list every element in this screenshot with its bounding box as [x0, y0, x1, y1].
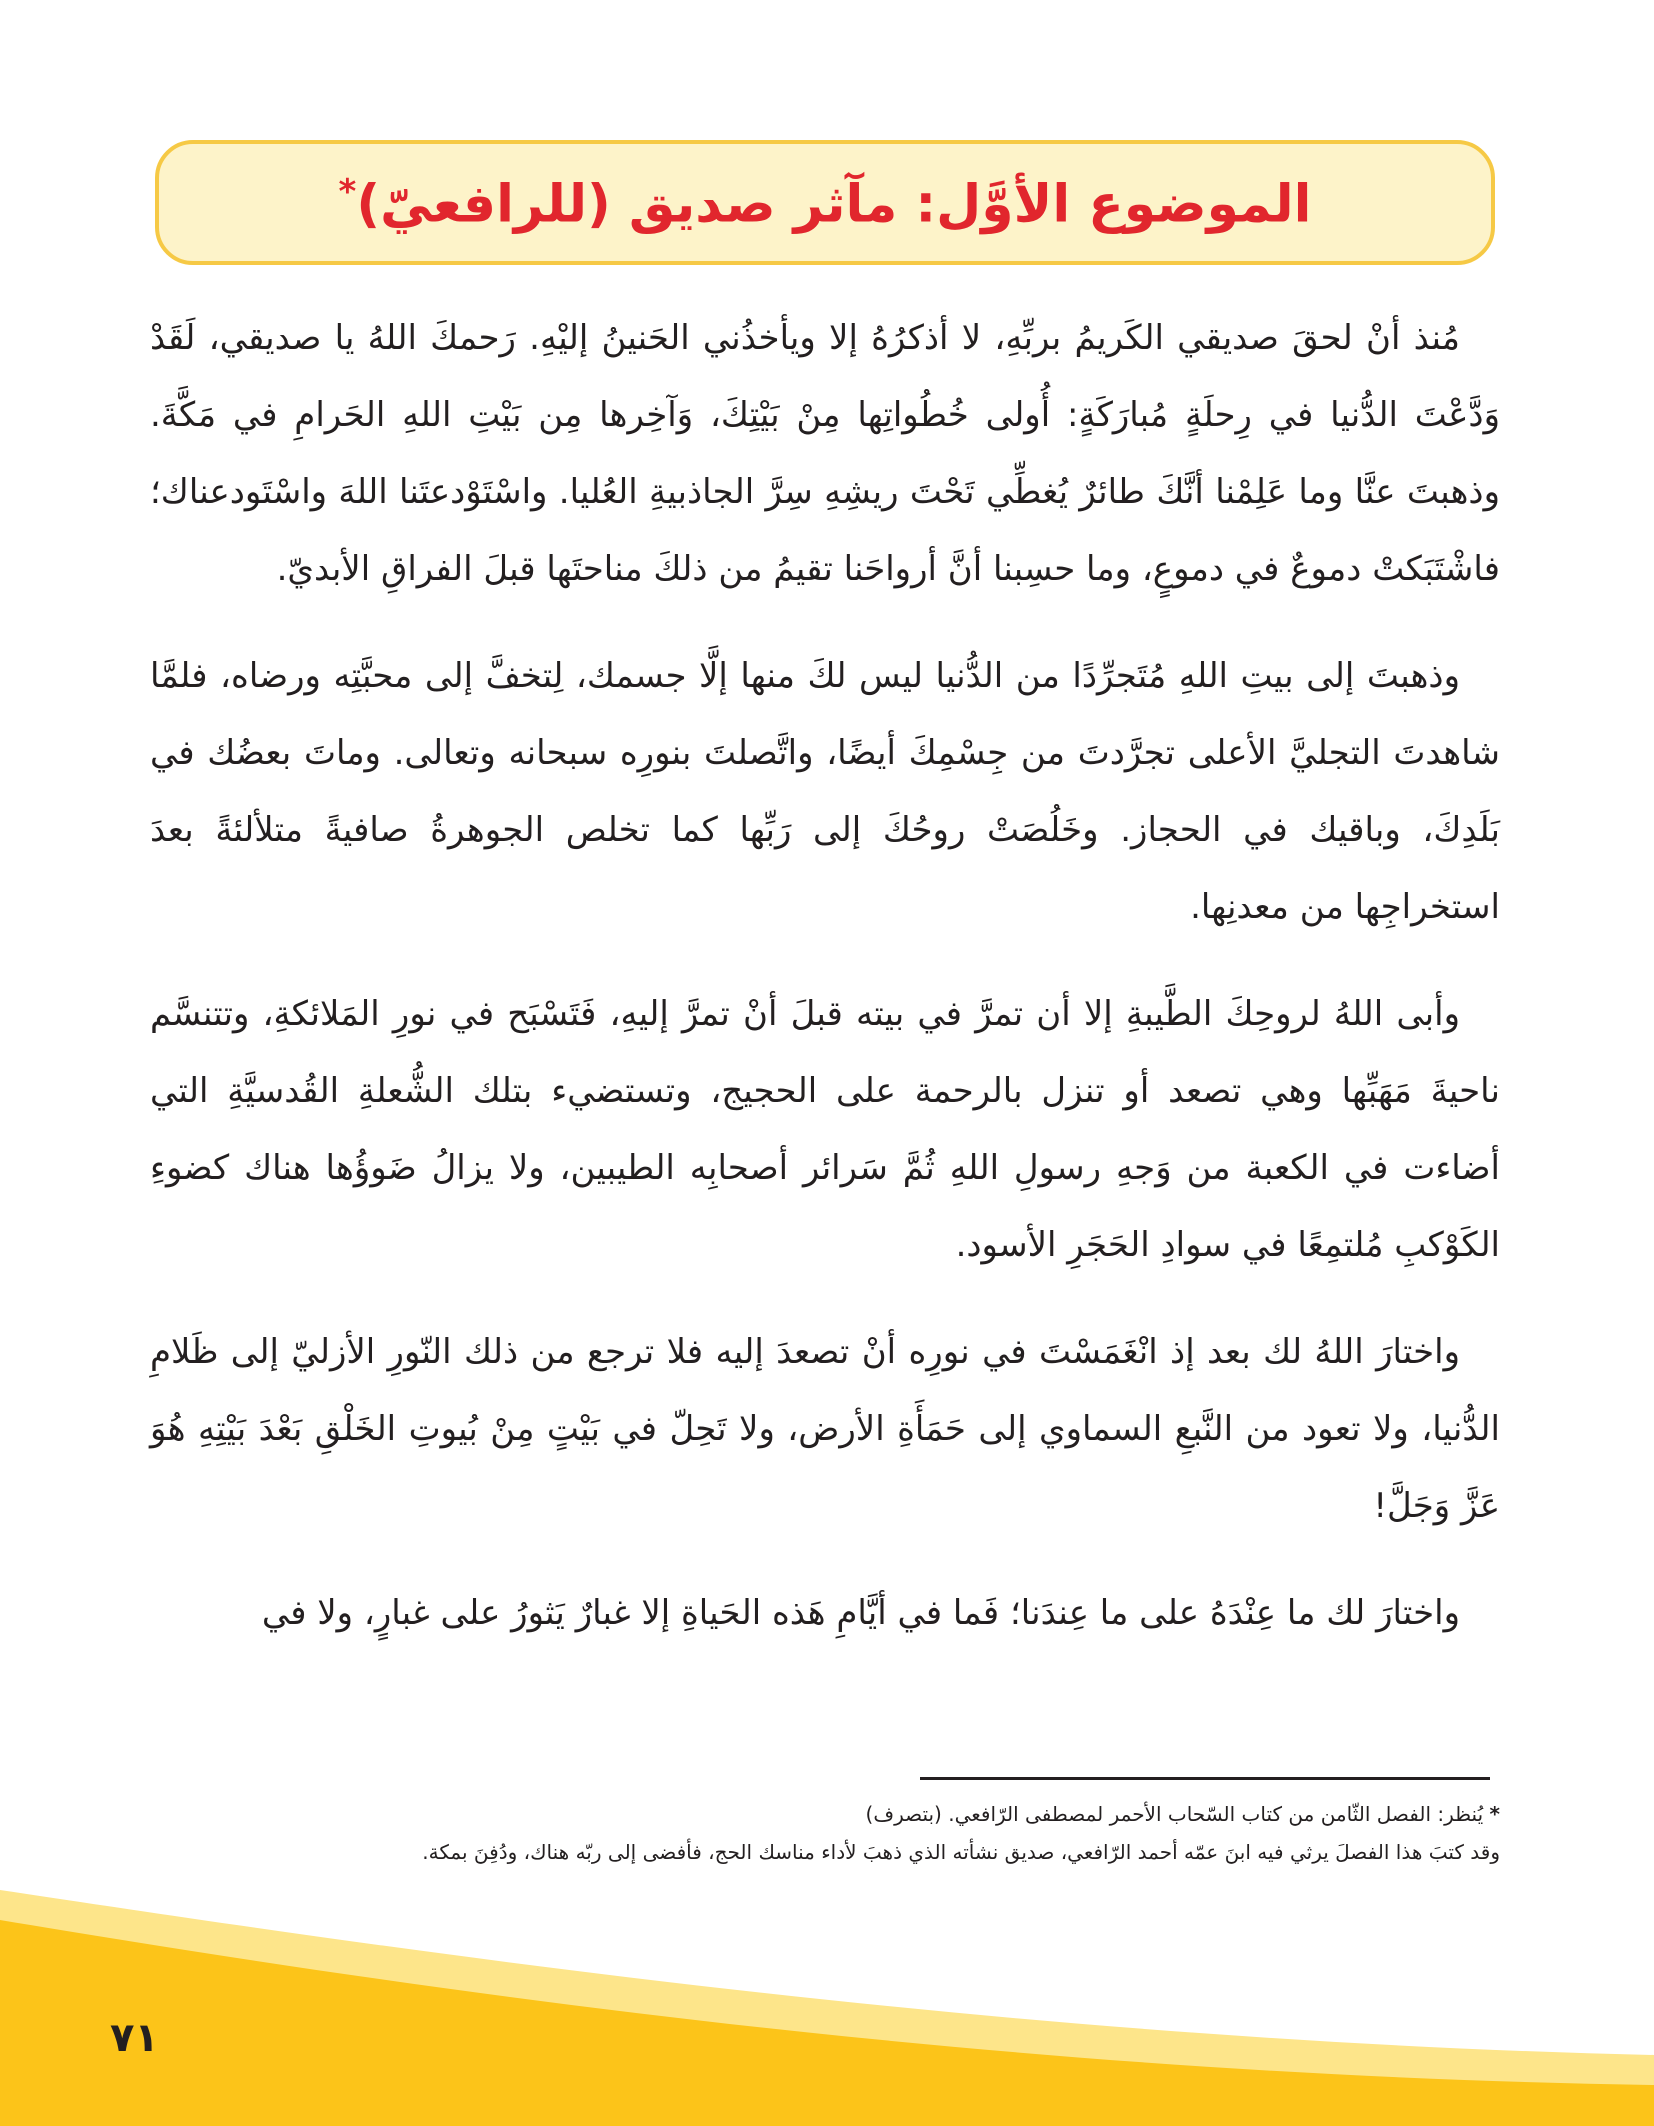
decorative-wave: [0, 1880, 1654, 2126]
page-title: [338, 171, 1312, 235]
title-banner: [155, 140, 1495, 265]
footnote-source: يُنظر: الفصل الثّامن من كتاب السّحاب الأحمر لمصطفى الرّافعي. (بتصرف): [865, 1802, 1484, 1826]
paragraph-4: واختارَ اللهُ لك بعد إذ انْغَمَسْتَ في نورِه أنْ تصعدَ إليه فلا ترجع من ذلك النّورِ الأزليّ إلى ظَلامِ الدُّنيا، ولا تعود من النَّبعِ السماوي إلى حَمَأَةِ الأرض، ولا تَحِلّ في بَيْتٍ مِنْ بُيوتِ الخَلْقِ بَعْدَ بَيْتِهِ هُوَ عَزَّ وَجَلَّ!: [150, 1332, 1500, 1526]
title-text: الموضوع الأوَّل: مآثر صديق (للرافعيّ): [356, 174, 1312, 235]
paragraph-2: وذهبتَ إلى بيتِ اللهِ مُتَجرِّدًا من الدُّنيا ليس لكَ منها إلَّا جسمك، لِتخفَّ إلى محبَّتِه ورضاه، فلمَّا شاهدتَ التجليَّ الأعلى تجرَّدتَ من جِسْمِكَ أيضًا، واتَّصلتَ بنورِه سبحانه وتعالى. وماتَ بعضُك في بَلَدِكَ، وباقيك في الحجاز. وخَلُصَتْ روحُكَ إلى رَبِّها كما تخلص الجوهرةُ صافيةً متلألئةً بعدَ استخراجِها من معدنِها.: [150, 656, 1500, 927]
title-footnote-mark: *: [338, 171, 357, 212]
footnotes: [150, 1795, 1500, 1871]
footnote-line-2: وقد كتبَ هذا الفصلَ يرثي فيه ابنَ عمّه أحمد الرّافعي، صديق نشأته الذي ذهبَ لأداء مناسك الحج، فأفضى إلى ربّه هناك، ودُفِنَ بمكة.: [422, 1840, 1500, 1864]
footnote-mark: *: [1489, 1802, 1500, 1826]
paragraph-5: واختارَ لك ما عِنْدَهُ على ما عِندَنا؛ فَما في أيَّامِ هَذه الحَياةِ إلا غبارٌ يَثورُ على غبارٍ، ولا في: [261, 1593, 1460, 1633]
paragraph-1: مُنذ أنْ لحقَ صديقي الكَريمُ بربِّهِ، لا أذكرُهُ إلا ويأخذُني الحَنينُ إليْهِ. رَحمكَ اللهُ يا صديقي، لَقَدْ وَدَّعْتَ الدُّنيا في رِحلَةٍ مُبارَكَةٍ: أُولى خُطُواتِها مِنْ بَيْتِكَ، وَآخِرها مِن بَيْتِ اللهِ الحَرامِ في مَكَّةَ. وذهبتَ عنَّا وما عَلِمْنا أنَّكَ طائرٌ يُغطِّي تَحْتَ ريشِهِ سِرَّ الجاذبيةِ العُليا. واسْتَوْدعتَنا اللهَ واسْتَودعناك؛ فاشْتَبَكتْ دموعٌ في دموعٍ، وما حسِبنا أنَّ أرواحَنا تقيمُ من ذلكَ مناحتَها قبلَ الفراقِ الأبديّ.: [150, 318, 1500, 589]
page-number: ٧١: [110, 2015, 159, 2061]
paragraph-3: وأبى اللهُ لروحِكَ الطَّيبةِ إلا أن تمرَّ في بيته قبلَ أنْ تمرَّ إليهِ، فَتَسْبَح في نورِ المَلائكةِ، وتتنسَّم ناحيةَ مَهَبِّها وهي تصعد أو تنزل بالرحمة على الحجيج، وتستضيء بتلك الشُّعلةِ القُدسيَّةِ التي أضاءت في الكعبة من وَجهِ رسولِ اللهِ ثُمَّ سَرائر أصحابِه الطيبين، ولا يزالُ ضَوؤُها هناك كضوءِ الكَوْكبِ مُلتمِعًا في سوادِ الحَجَرِ الأسود.: [150, 994, 1500, 1265]
article-body: [150, 300, 1500, 1682]
footnote-divider: [920, 1777, 1490, 1780]
footnote-line-1: [150, 1795, 1500, 1833]
